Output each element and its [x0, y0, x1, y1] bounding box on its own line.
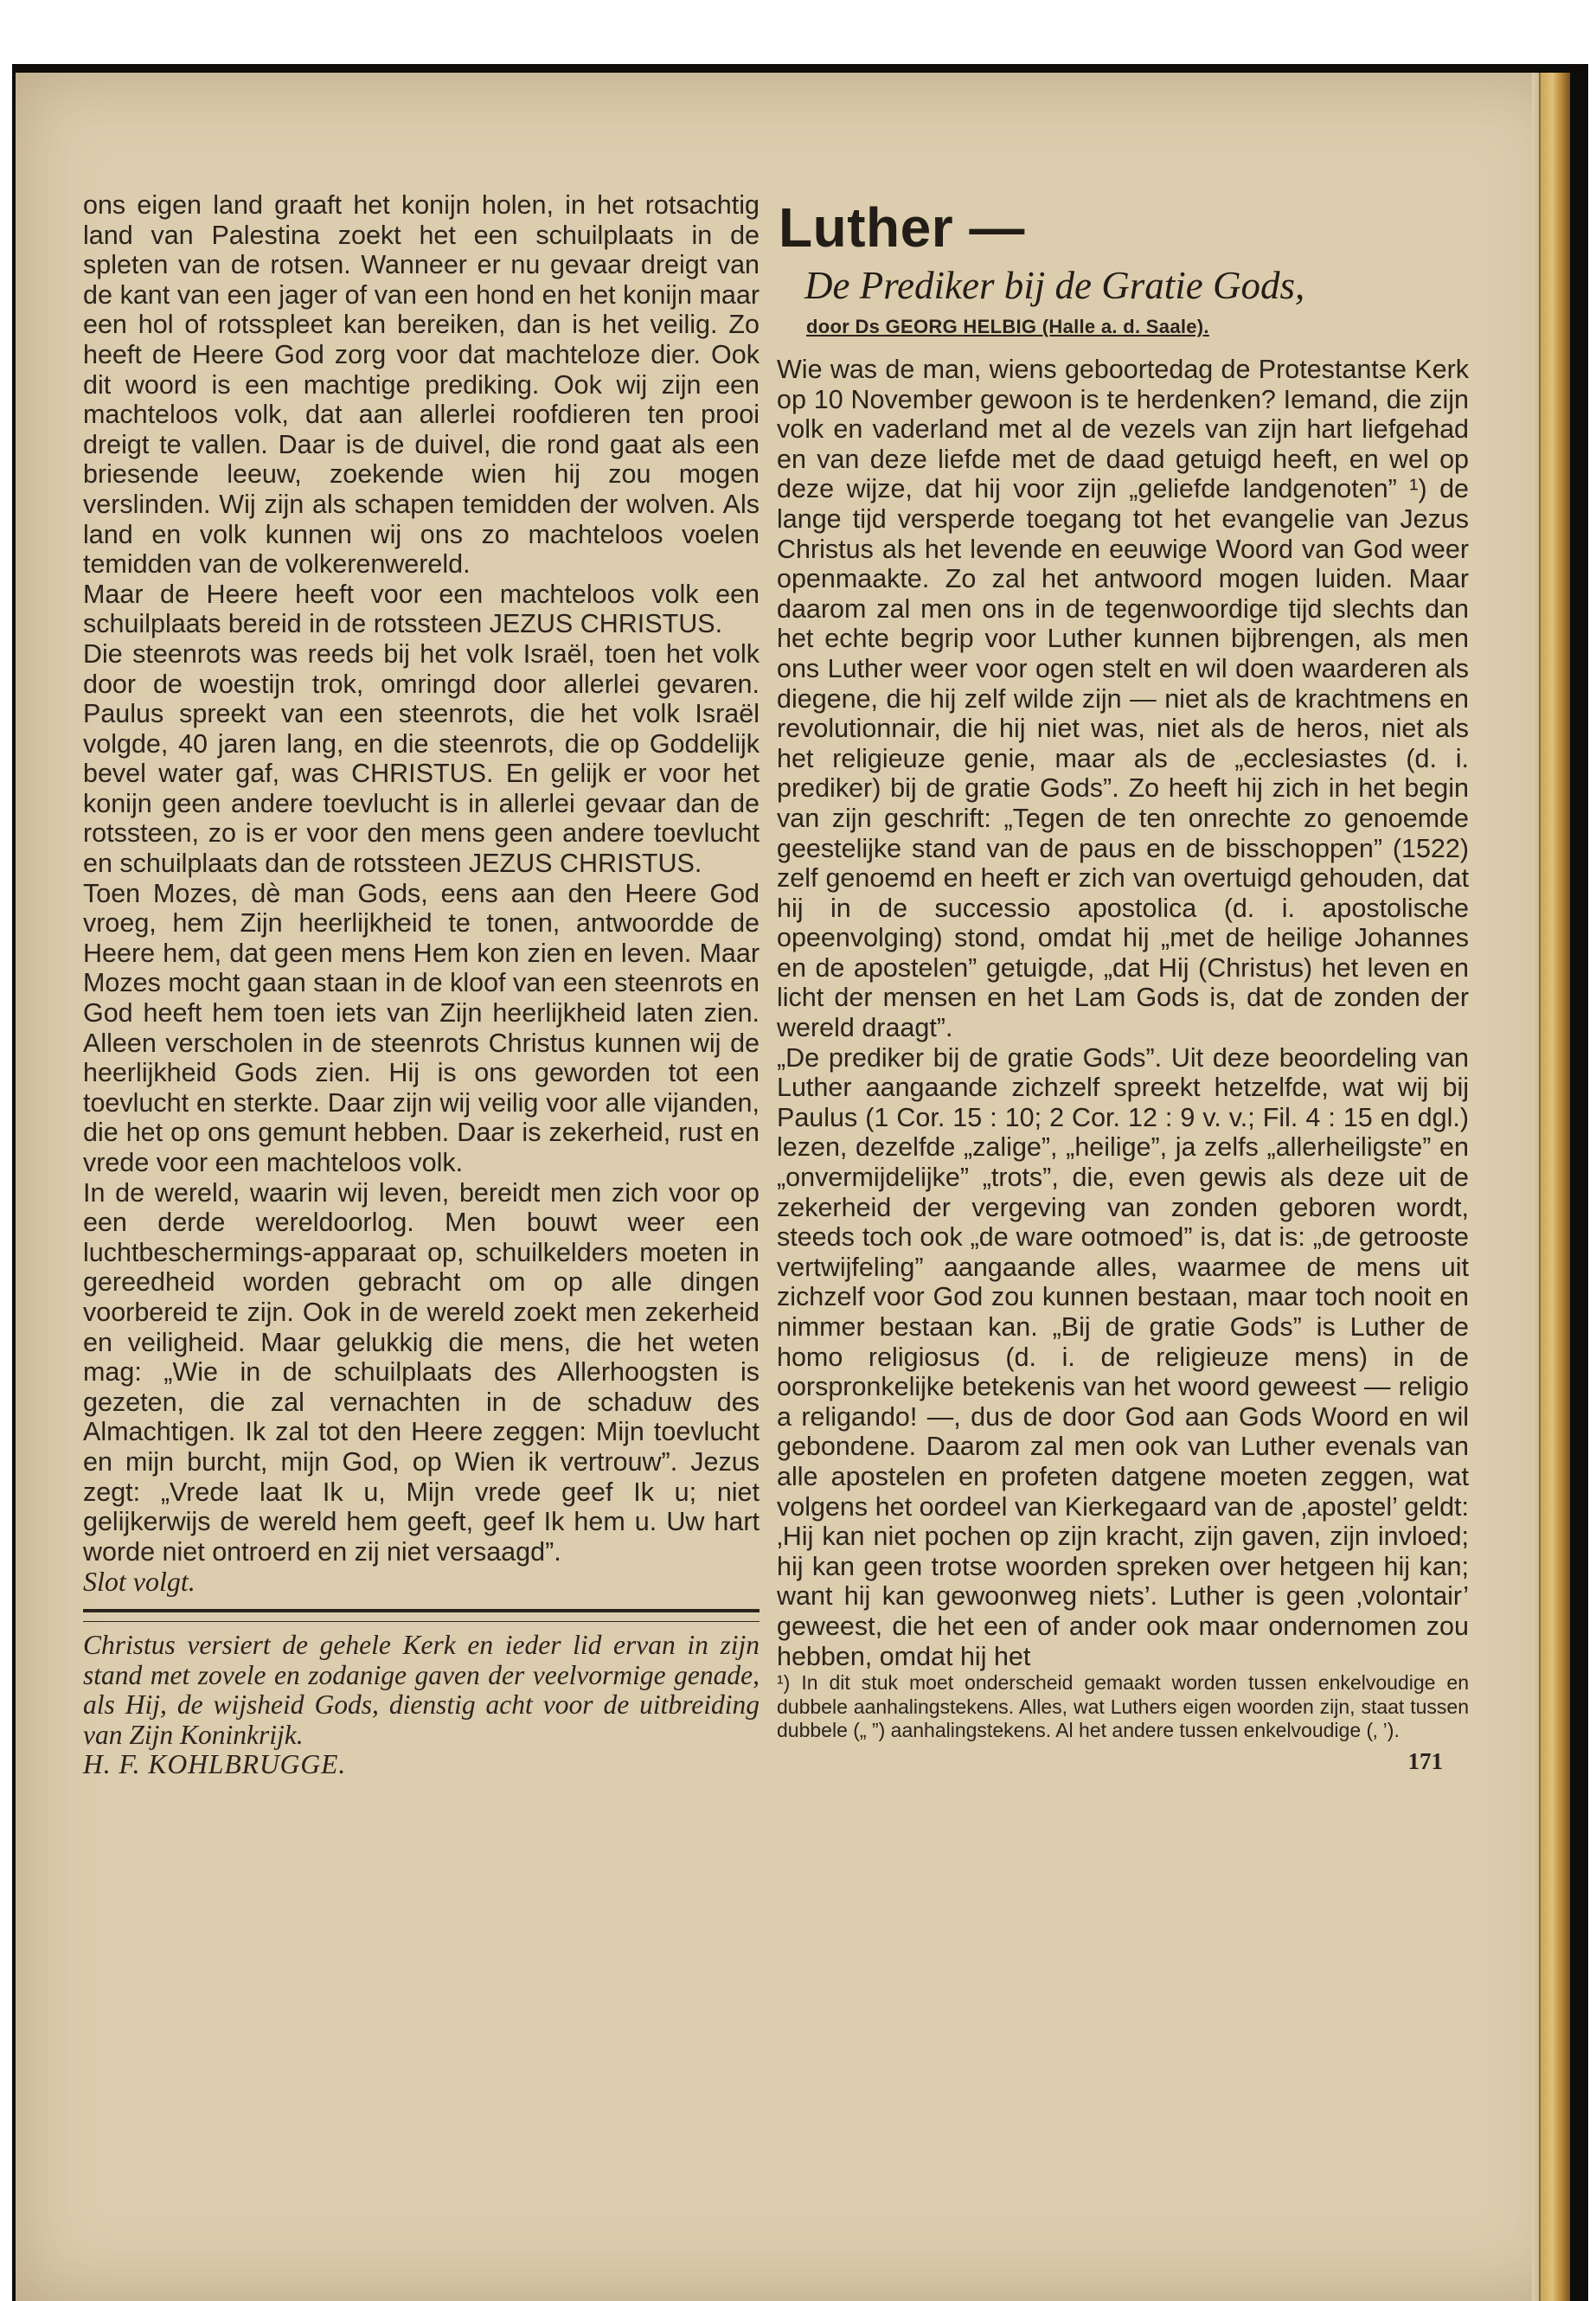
page [16, 73, 1570, 2301]
continued-label: Slot volgt. [83, 1566, 195, 1598]
paragraph: Die steenrots was reeds bij het volk Israël, toen het volk door de woestijn trok, omringd door allerlei gevaren. Paulus spreekt van een steenrots, die het volk Israël volgde, 40 jaren lang, en die steenrots, die op Goddelijk bevel water gaf, was CHRISTUS. En gelijk er voor het konijn geen andere toevlucht is in allerlei gevaar dan de rotssteen, zo is er voor den mens geen andere toevlucht en schuilplaats dan de rotssteen JEZUS CHRISTUS. [83, 638, 760, 879]
paragraph: ons eigen land graaft het konijn holen, in het rotsachtig land van Palestina zoekt het een schuilplaats in de spleten van de rotsen. Wanneer er nu gevaar dreigt van de kant van een jager of van een hond en het konijn maar een hol of rotsspleet kan bereiken, dan is het veilig. Zo heeft de Heere God zorg voor dat machteloze dier. Ook dit woord is een machtige prediking. Ook wij zijn een machteloos volk, dat aan allerlei roofdieren ten prooi dreigt te vallen. Daar is de duivel, die rond gaat als een briesende leeuw, zoekende wien hij zou mogen verslinden. Wij zijn als schapen temidden der wolven. Als land en volk kunnen wij ons zo machteloos voelen temidden van de volkerenwereld. [83, 190, 760, 580]
page-number: 171 [1407, 1747, 1443, 1774]
left-column [83, 190, 760, 1780]
paragraph: Toen Mozes, dè man Gods, eens aan den Heere God vroeg, hem Zijn heerlijkheid te tonen, antwoordde de Heere hem, dat geen mens Hem kon zien en leven. Maar Mozes mocht gaan staan in de kloof van een steenrots en God heeft hem toen iets van Zijn heerlijkheid laten zien. Alleen verscholen in de steenrots Christus kunnen wij de heerlijkheid Gods zien. Hij is ons geworden tot een toevlucht en sterkte. Daar zijn wij veilig voor alle vijanden, die het op ons gemunt hebben. Daar is zekerheid, rust en vrede voor een machteloos volk. [83, 878, 760, 1177]
paragraph: Wie was de man, wiens geboortedag de Protestantse Kerk op 10 November gewoon is te herdenken? Iemand, die zijn volk en vaderland met al de vezels van zijn hart liefgehad en van deze liefde met de daad getuigd heeft, en wel op deze wijze, dat hij voor zijn „geliefde landgenoten” ¹) de lange tijd versperde toegang tot het evangelie van Jezus Christus als het levende en eeuwige Woord van God weer openmaakte. Zo zal het antwoord mogen luiden. Maar daarom zal men ons in de tegenwoordige tijd slechts dan het echte begrip voor Luther kunnen bijbrengen, als men ons Luther weer voor ogen stelt en wil doen waarderen als diegene, die hij zelf wilde zijn — niet als de krachtmens en revolutionnair, die hij niet was, niet als de heros, niet als het religieuze genie, maar als de „ecclesiastes (d. i. prediker) bij de gratie Gods”. Zo heeft hij zich in het begin van zijn geschrift: „Tegen de ten onrechte zo genoemde geestelijke stand van de paus en de bisschoppen” (1522) zelf genoemd en heeft er zich van overtuigd gehouden, dat hij in de successio apostolica (d. i. apostolische opeenvolging) stond, omdat hij „met de heilige Johannes en de apostelen” getuigde, „dat Hij (Christus) het leven en licht der mensen en het Lam Gods is, dat de zonden der wereld draagt”. [777, 355, 1469, 1043]
article-title: Luther — [779, 196, 1025, 259]
byline: door Ds GEORG HELBIG (Halle a. d. Saale). [806, 316, 1209, 337]
footnote: ¹) In dit stuk moet onderscheid gemaakt worden tussen enkelvoudige en dubbele aanhalingstekens. Alles, wat Luthers eigen woorden zijn, staat tussen dubbele („ ”) aanhalingstekens. Al het andere tussen enkelvoudige (‚ ’). [777, 1671, 1469, 1742]
quote-author: H. F. KOHLBRUGGE. [83, 1749, 347, 1780]
quote-text: Christus versiert de gehele Kerk en ieder lid ervan in zijn stand met zovele en zodanige gaven der veelvormige genade, als Hij, de wijsheid Gods, dienstig acht voor de uitbreiding van Zijn Koninkrijk. [83, 1629, 760, 1750]
book-edge [1539, 73, 1570, 2301]
paragraph: „De prediker bij de gratie Gods”. Uit deze beoordeling van Luther aangaande zichzelf spreekt hetzelfde, wat wij bij Paulus (1 Cor. 15 : 10; 2 Cor. 12 : 9 v. v.; Fil. 4 : 15 en dgl.) lezen, dezelfde „zalige”, „heilige”, ja zelfs „allerheiligste” en „onvermijdelijke” „trots”, die, even gewis als deze uit de zekerheid der vergeving van zonden geboren wordt, steeds toch ook „de ware ootmoed” is, dat is: „de getrooste vertwijfeling” aangaande alles, waarmee de mens uit zichzelf voor God zou kunnen bestaan, maar toch nooit en nimmer bestaan kan. „Bij de gratie Gods” is Luther de homo religiosus (d. i. de religieuze mens) in de oorspronkelijke betekenis van het woord geweest — religio a religando! —, dus de door God aan Gods Woord en wil gebondene. Daarom zal men ook van Luther evenals van alle apostelen en profeten datgene moeten zeggen, wat volgens het oordeel van Kierkegaard van de ‚apostel’ geldt: ‚Hij kan niet pochen op zijn kracht, zijn gaven, zijn invloed; hij kan geen trotse woorden spreken over hetgeen hij kan; want hij kan gewoonweg niets’. Luther is geen ‚volontair’ geweest, die het een of ander ook maar ondernomen zou hebben, omdat hij het [777, 1042, 1469, 1671]
right-column [777, 190, 1469, 1776]
paragraph: Maar de Heere heeft voor een machteloos volk een schuilplaats bereid in de rotssteen JEZUS CHRISTUS. [83, 579, 760, 639]
paragraph: In de wereld, waarin wij leven, bereidt men zich voor op een derde wereldoorlog. Men bouwt weer een luchtbeschermings-apparaat op, schuilkelders moeten in gereedheid worden gebracht om op alle dingen voorbereid te zijn. Ook in de wereld zoekt men zekerheid en veiligheid. Maar gelukkig die mens, die het weten mag: „Wie in de schuilplaats des Allerhoogsten is gezeten, die zal vernachten in de schaduw des Almachtigen. Ik zal tot den Heere zeggen: Mijn toevlucht en mijn burcht, mijn God, op Wien ik vertrouw”. Jezus zegt: „Vrede laat Ik u, Mijn vrede geef Ik u; niet gelijkerwijs de wereld hem geeft, geef Ik hem u. Uw hart worde niet ontroerd en zij niet versaagd”. [83, 1177, 760, 1567]
divider [83, 1609, 760, 1622]
article-subtitle: De Prediker bij de Gratie Gods, [804, 264, 1305, 307]
